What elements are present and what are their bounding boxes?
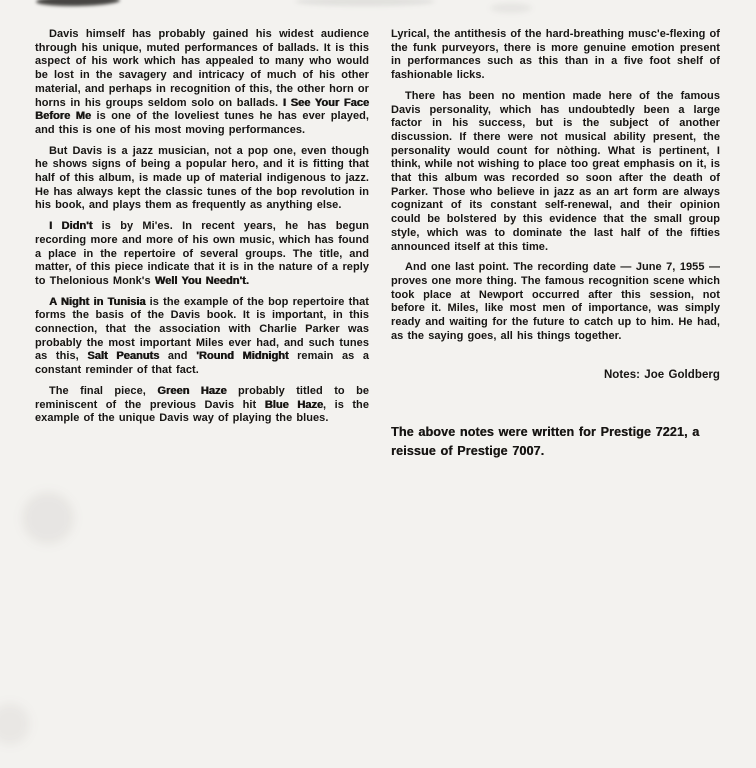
- scan-artifact-mid-left: [22, 492, 74, 544]
- paragraph: [35, 296, 369, 378]
- song-title: 'Round Midnight: [196, 350, 289, 363]
- song-title: A Night in Tunisia: [49, 295, 146, 308]
- left-column-paragraphs: [35, 28, 369, 426]
- text-run: And one last point. The recording date — June 7, 1955 — proves one more thing. The famous recognition scene which took place at Newport occurred after this session, not before it. Miles, like most men of importance, was simply ready and waiting for the future to catch up to him. He had, as the saying goes, all his things together.: [391, 261, 720, 342]
- text-run: There has been no mention made here of the famous Davis personality, which has undoubtedly been a large factor in his success, but is the subject of another discussion. If there were not musical ability present, the personality would count for nòthing. What is pertinent, I think, while not wishing to place too great emphasis on it, is that this album was recorded so soon after the death of Parker. Those who believe in jazz as an art form are always cognizant of its constant self-renewal, and their opinion could be bolstered by this evidence that the small group style, which was to dominate the last half of the fifties announced itself at this time.: [391, 89, 720, 253]
- scan-artifact-top-dot: [490, 3, 532, 13]
- text-run: , is the example of the unique Davis way of playing the blues.: [35, 398, 369, 425]
- song-title: Blue Haze: [264, 398, 324, 411]
- song-title: I Didn't: [49, 220, 93, 233]
- text-run: But Davis is a jazz musician, not a pop one, even though he shows signs of being a popular hero, and it is fitting that half of this album, is made up of material indigenous to jazz. He has always kept the classic tunes of the bop revolution in his book, and plays them as frequently as anything else.: [35, 144, 369, 212]
- paragraph: [391, 28, 720, 83]
- text-run: probably titled to be reminiscent of the previous Davis hit: [35, 384, 370, 411]
- right-column-paragraphs: [391, 28, 720, 343]
- reissue-footnote: The above notes were written for Prestige 7221, a reissue of Prestige 7007.: [391, 425, 700, 458]
- text-run: Davis himself has probably gained his widest audience through his unique, muted performances of ballads. It is this aspect of his work which has appealed to many who would be lost in the savagery and intricacy of much of his other material, and perhaps in recognition of this, the other horn or horns in his groups seldom solo on ballads.: [35, 28, 369, 109]
- paragraph: [35, 220, 369, 289]
- text-run: Lyrical, the antithesis of the hard-breathing musc'e-flexing of the funk purveyors, there is more genuine emotion present in performances such as this than in a five foot shelf of fashionable licks.: [391, 28, 720, 82]
- song-title: Well You Needn't.: [154, 274, 249, 287]
- text-run: is by Mi'es. In recent years, he has begun recording more and more of his own music, which has found a place in the repertoire of several groups. The title, and matter, of this piece indicate that it is in the nature of a reply to Thelonious Monk's: [35, 220, 369, 287]
- paragraph: [391, 90, 720, 254]
- scan-artifact-bottom-left: [0, 703, 30, 745]
- paragraph: [35, 145, 369, 214]
- scan-artifact-top-dark: [36, 0, 120, 7]
- text-run: is the example of the bop repertoire that forms the basis of the Davis book. It is important, in this connection, that the association with Charlie Parker was probably the most important Miles ever had, and such tunes as this,: [35, 295, 369, 363]
- song-title: I See Your Face Before Me: [35, 96, 369, 123]
- song-title: Salt Peanuts: [87, 350, 160, 363]
- paragraph: [391, 261, 720, 343]
- author-credit: Notes: Joe Goldberg: [603, 369, 720, 382]
- text-run: The final piece,: [49, 384, 158, 397]
- text-run: remain as a constant reminder of that fact.: [35, 350, 369, 377]
- liner-notes-column-right: [391, 28, 720, 460]
- text-run: is one of the loveliest tunes he has ever played, and this is one of his most moving performances.: [35, 110, 369, 136]
- liner-notes-column-left: [35, 28, 369, 433]
- paragraph: [35, 385, 369, 426]
- text-run: and: [159, 350, 197, 363]
- scan-artifact-top-faint: [295, 0, 435, 6]
- paragraph: [35, 28, 369, 138]
- song-title: Green Haze: [157, 384, 227, 397]
